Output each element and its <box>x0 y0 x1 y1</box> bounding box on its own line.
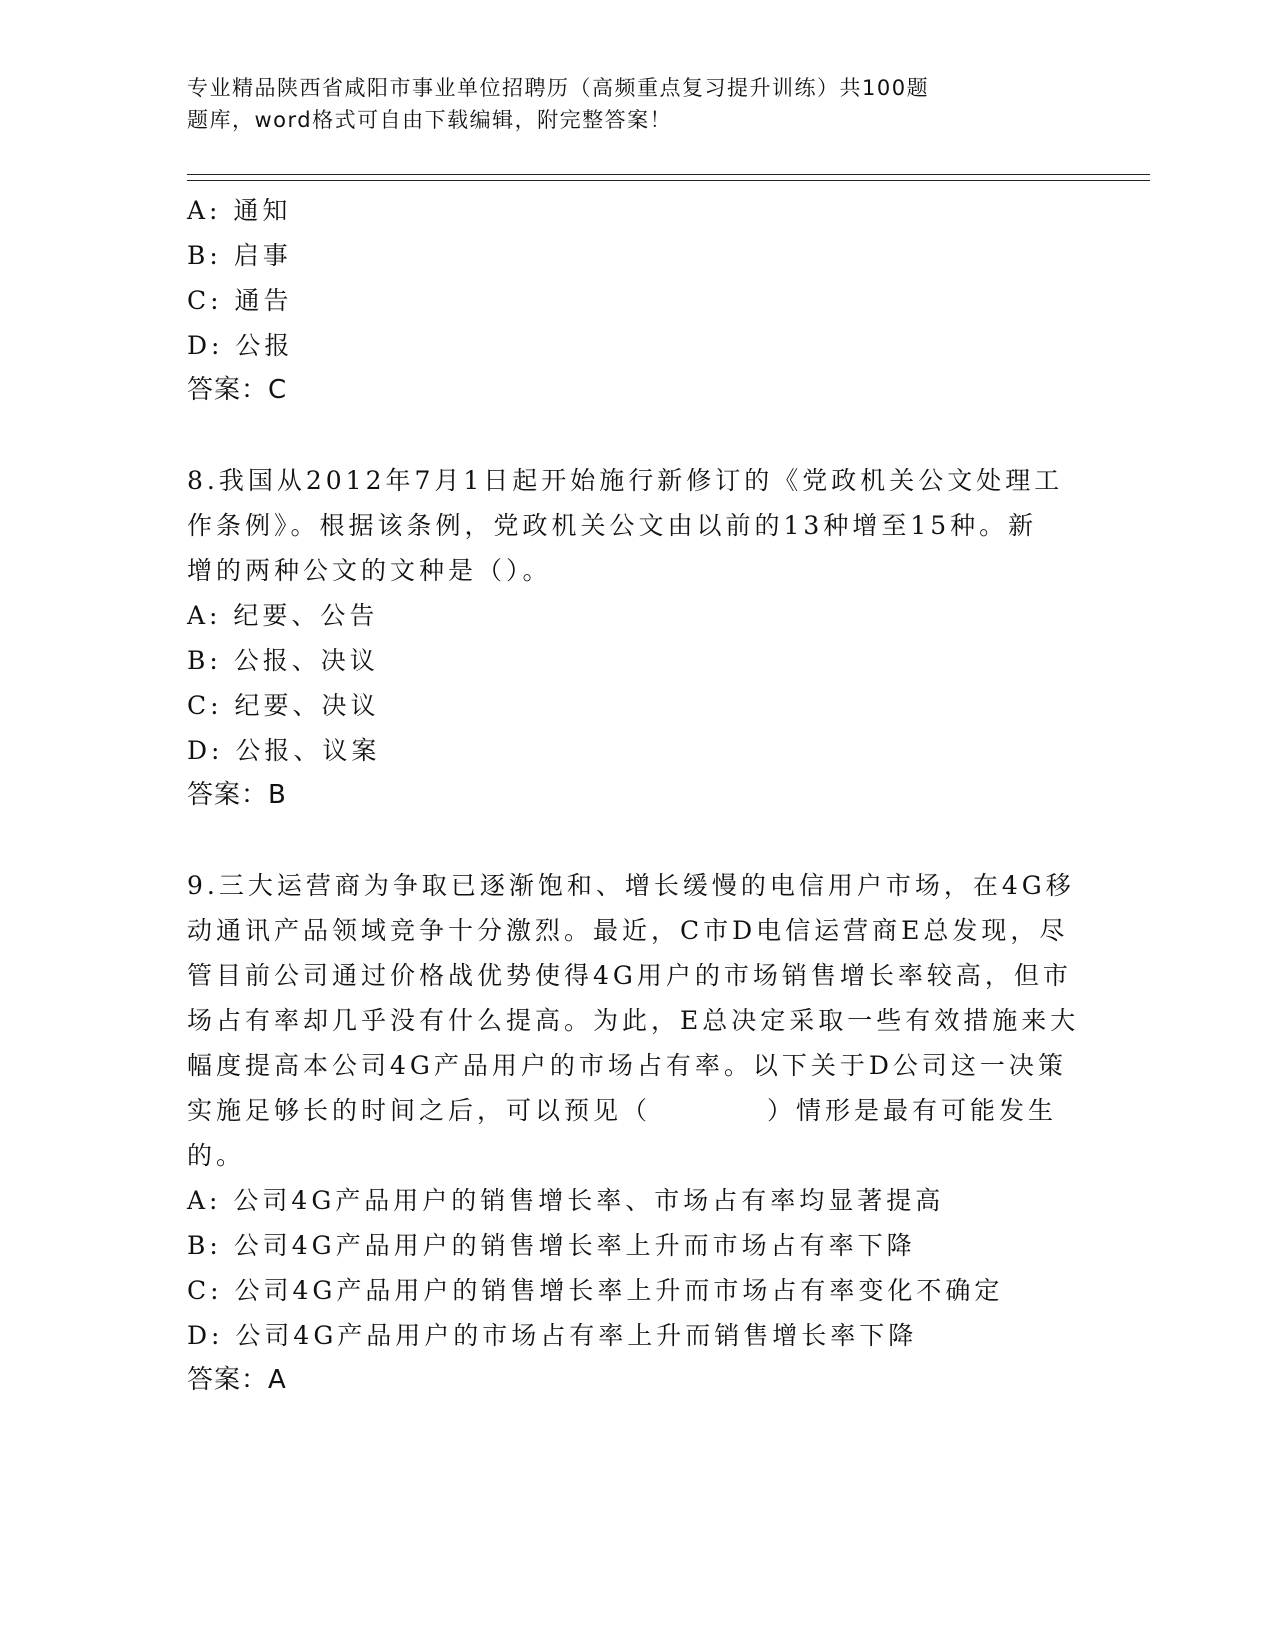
question-stem-line: 9.三大运营商为争取已逐渐饱和、增长缓慢的电信用户市场，在4G移 <box>187 871 1075 900</box>
document-header <box>187 72 1027 136</box>
header-line-2: 题库，word格式可自由下载编辑，附完整答案！ <box>187 108 673 132</box>
question-stem-line: 动通讯产品领域竞争十分激烈。最近，C市D电信运营商E总发现，尽 <box>187 916 1069 945</box>
header-rule-bottom <box>187 180 1150 181</box>
spacer <box>187 818 1087 863</box>
option-a: A: 公司4G产品用户的销售增长率、市场占有率均显著提高 <box>187 1186 945 1215</box>
spacer <box>187 413 1087 458</box>
question-7 <box>187 188 1087 413</box>
question-stem-line: 作条例》。根据该条例，党政机关公文由以前的13种增至15种。新 <box>187 511 1038 540</box>
question-stem-line: 实施足够长的时间之后，可以预见（ ）情形是最有可能发生 <box>187 1096 1058 1125</box>
question-9 <box>187 863 1087 1403</box>
question-stem-line: 8.我国从2012年7月1日起开始施行新修订的《党政机关公文处理工 <box>187 466 1064 495</box>
option-b: B: 公报、决议 <box>187 646 379 675</box>
option-c: C: 纪要、决议 <box>187 691 380 720</box>
option-d: D: 公报、议案 <box>187 736 381 765</box>
option-c: C: 公司4G产品用户的销售增长率上升而市场占有率变化不确定 <box>187 1276 1004 1305</box>
option-d: D: 公司4G产品用户的市场占有率上升而销售增长率下降 <box>187 1321 918 1350</box>
answer: 答案：A <box>187 1365 287 1395</box>
option-a: A: 纪要、公告 <box>187 601 379 630</box>
question-stem-line: 的。 <box>187 1141 246 1170</box>
header-line-1: 专业精品陕西省咸阳市事业单位招聘历（高频重点复习提升训练）共100题 <box>187 76 930 100</box>
option-b: B: 公司4G产品用户的销售增长率上升而市场占有率下降 <box>187 1231 916 1260</box>
question-stem-line: 幅度提高本公司4G产品用户的市场占有率。以下关于D公司这一决策 <box>187 1051 1067 1080</box>
option-b: B: 启事 <box>187 241 292 270</box>
question-stem-line: 管目前公司通过价格战优势使得4G用户的市场销售增长率较高，但市 <box>187 961 1072 990</box>
question-stem-line: 增的两种公文的文种是（）。 <box>187 556 552 585</box>
option-c: C: 通告 <box>187 286 293 315</box>
option-d: D: 公报 <box>187 331 294 360</box>
header-rule-top <box>187 174 1150 175</box>
document-body <box>187 188 1087 1403</box>
question-8 <box>187 458 1087 818</box>
question-stem-line: 场占有率却几乎没有什么提高。为此，E总决定采取一些有效措施来大 <box>187 1006 1080 1035</box>
answer: 答案：C <box>187 375 288 405</box>
answer: 答案：B <box>187 780 287 810</box>
option-a: A: 通知 <box>187 196 292 225</box>
